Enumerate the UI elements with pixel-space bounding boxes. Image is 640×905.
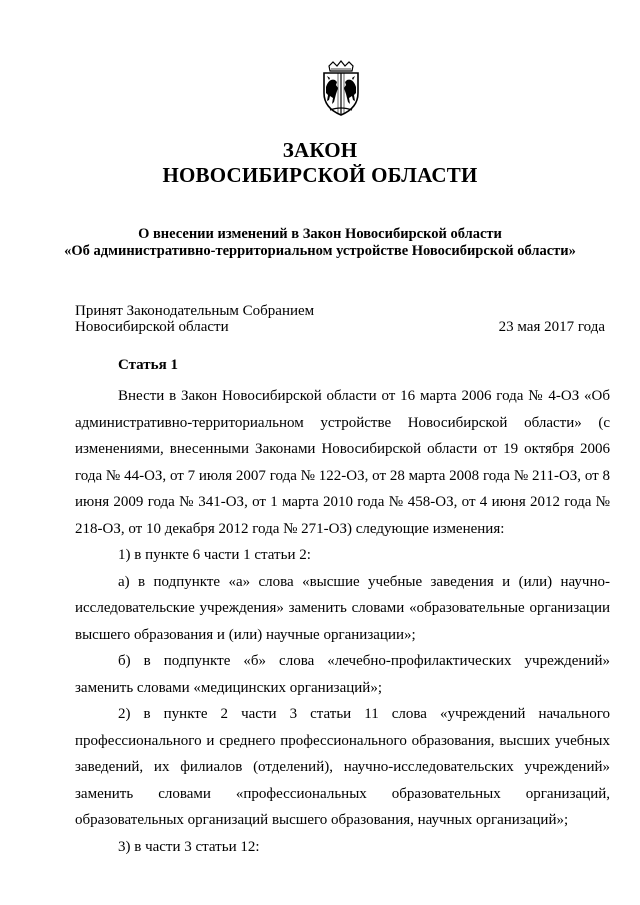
adoption-date: 23 мая 2017 года <box>498 319 605 335</box>
article-paragraph: а) в подпункте «а» слова «высшие учебные заведения и (или) научно-исследовательские учреждения» заменить словами «образовательные организации высшего образования и (или) научные организации»; <box>75 573 610 643</box>
adoption-line2: Новосибирской области <box>75 319 229 335</box>
article-body <box>75 383 610 860</box>
adoption-line1: Принят Законодательным Собранием <box>75 303 315 319</box>
law-title-line2: НОВОСИБИРСКОЙ ОБЛАСТИ <box>162 163 478 187</box>
article-paragraph: б) в подпункте «б» слова «лечебно-профилактических учреждений» заменить словами «медицинских организаций»; <box>75 653 610 696</box>
article-paragraph: 3) в части 3 статьи 12: <box>118 838 260 855</box>
novosibirsk-coat-of-arms-icon <box>317 60 365 118</box>
law-title-line1: ЗАКОН <box>282 138 358 162</box>
article-paragraph: 2) в пункте 2 части 3 статьи 11 слова «учреждений начального профессионального и среднего профессионального образования, высших учебных заведений, их филиалов (отделений), научно-исследовательских учреждений» заменить словами «профессиональных образовательных организаций, образовательных организаций высшего образования, научных организаций»; <box>75 706 610 828</box>
article-paragraph: 1) в пункте 6 части 1 статьи 2: <box>118 547 311 563</box>
law-subject-line2: «Об административно-территориальном устройстве Новосибирской области» <box>64 243 576 259</box>
law-subject-line1: О внесении изменений в Закон Новосибирской области <box>138 226 502 242</box>
article-heading: Статья 1 <box>118 357 178 373</box>
article-paragraph: Внести в Закон Новосибирской области от 16 марта 2006 года № 4-ОЗ «Об административно-территориальном устройстве Новосибирской области» (с изменениями, внесенными Законами Новосибирской области от 19 октября 2006 года № 44-ОЗ, от 7 июля 2007 года № 122-ОЗ, от 28 марта 2008 года № 211-ОЗ, от 8 июня 2009 года № 341-ОЗ, от 1 марта 2010 года № 458-ОЗ, от 4 июня 2012 года № 218-ОЗ, от 10 декабря 2012 года № 271-ОЗ) следующие изменения: <box>75 388 610 537</box>
